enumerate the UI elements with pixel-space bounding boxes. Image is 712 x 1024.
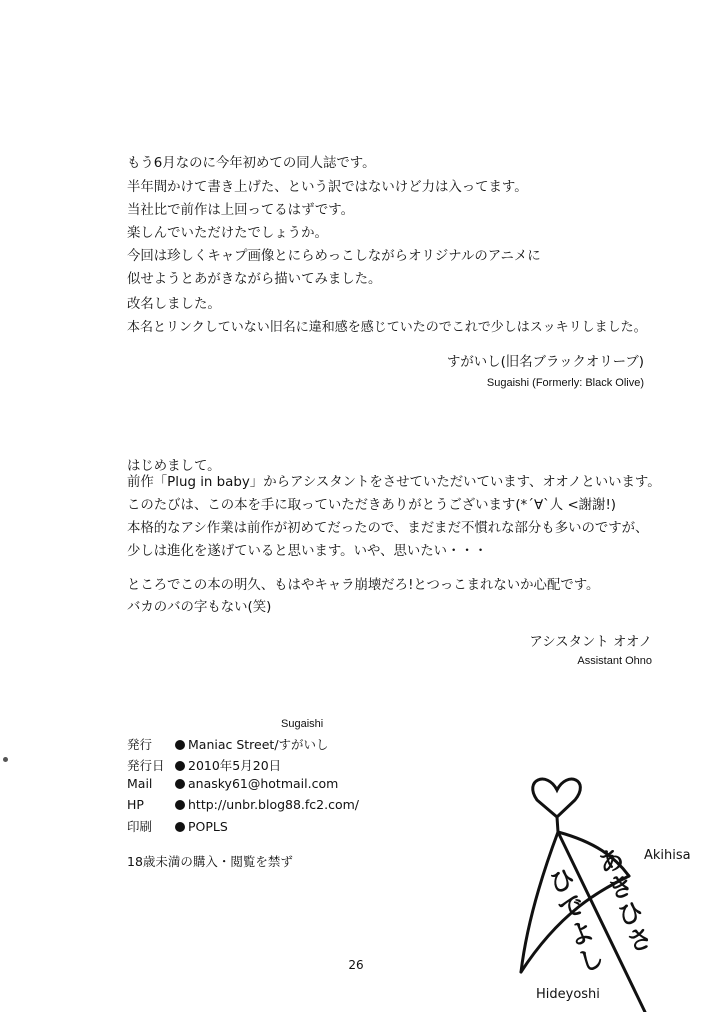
text-line: このたびは、この本を手に取っていただきありがとうございます(*´∀`人 <謝謝!) (127, 498, 617, 513)
colophon-value: anasky61@hotmail.com (188, 776, 339, 791)
text-line: ところでこの本の明久、もはやキャラ崩壊だろ!とつっこまれないか心配です。 (127, 578, 600, 593)
colophon-key: 発行 (127, 737, 153, 752)
colophon-row (127, 756, 281, 774)
text-line: はじめまして。 (127, 459, 221, 474)
text-line: 半年間かけて書き上げた、という訳ではないけど力は入ってます。 (127, 180, 528, 195)
colophon-row (127, 817, 228, 835)
text-line: 前作「Plug in baby」からアシスタントをさせていただいています、オオノといいます。 (127, 475, 661, 490)
akihisa-jp-text: あきひさ (589, 843, 657, 959)
colophon-row (127, 735, 329, 753)
age-restriction-notice: 18歳未満の購入・閲覧を禁ず (127, 854, 293, 869)
text-line: 似せようとあがきながら描いてみました。 (127, 272, 382, 287)
colophon-key: 印刷 (127, 819, 153, 834)
bullet-icon (175, 822, 185, 832)
signature-en: Sugaishi (Formerly: Black Olive) (486, 377, 644, 389)
hideyoshi-label: Hideyoshi (536, 987, 600, 1002)
bullet-icon (175, 740, 185, 750)
colophon-value: Maniac Street/すがいし (188, 737, 329, 752)
signature-en: Assistant Ohno (577, 655, 652, 667)
scan-mark (3, 757, 8, 762)
hideyoshi-jp-text: ひでよし (540, 863, 608, 979)
text-line: 本格的なアシ作業は前作が初めてだったので、まだまだ不慣れな部分も多いのですが、 (127, 521, 649, 536)
text-line: 本名とリンクしていない旧名に違和感を感じていたのでこれで少しはスッキリしました。 (127, 320, 647, 335)
colophon-key: Mail (127, 776, 153, 791)
signature-jp: アシスタント オオノ (529, 635, 652, 650)
colophon-value: POPLS (188, 819, 228, 834)
text-line: もう6月なのに今年初めての同人誌です。 (127, 156, 376, 171)
text-line: 少しは進化を遂げていると思います。いや、思いたい・・・ (127, 544, 488, 559)
colophon-key: HP (127, 797, 144, 812)
page-number: 26 (348, 958, 364, 972)
text-line: 改名しました。 (127, 297, 221, 312)
text-line: 当社比で前作は上回ってるはずです。 (127, 203, 354, 218)
signature-jp: すがいし(旧名ブラックオリーブ) (447, 355, 644, 370)
colophon-key: 発行日 (127, 758, 165, 773)
text-line: バカのバの字もない(笑) (127, 600, 272, 615)
colophon-value: http://unbr.blog88.fc2.com/ (188, 797, 360, 812)
text-line: 今回は珍しくキャプ画像とにらめっこしながらオリジナルのアニメに (127, 249, 541, 264)
colophon-row (127, 776, 338, 791)
bullet-icon (175, 761, 185, 771)
colophon-row (127, 797, 359, 812)
colophon-value: 2010年5月20日 (188, 758, 282, 773)
colophon-title: Sugaishi (281, 718, 324, 730)
bullet-icon (175, 800, 185, 810)
bullet-icon (175, 779, 185, 789)
akihisa-label: Akihisa (644, 848, 691, 863)
text-line: 楽しんでいただけたでしょうか。 (127, 226, 328, 241)
